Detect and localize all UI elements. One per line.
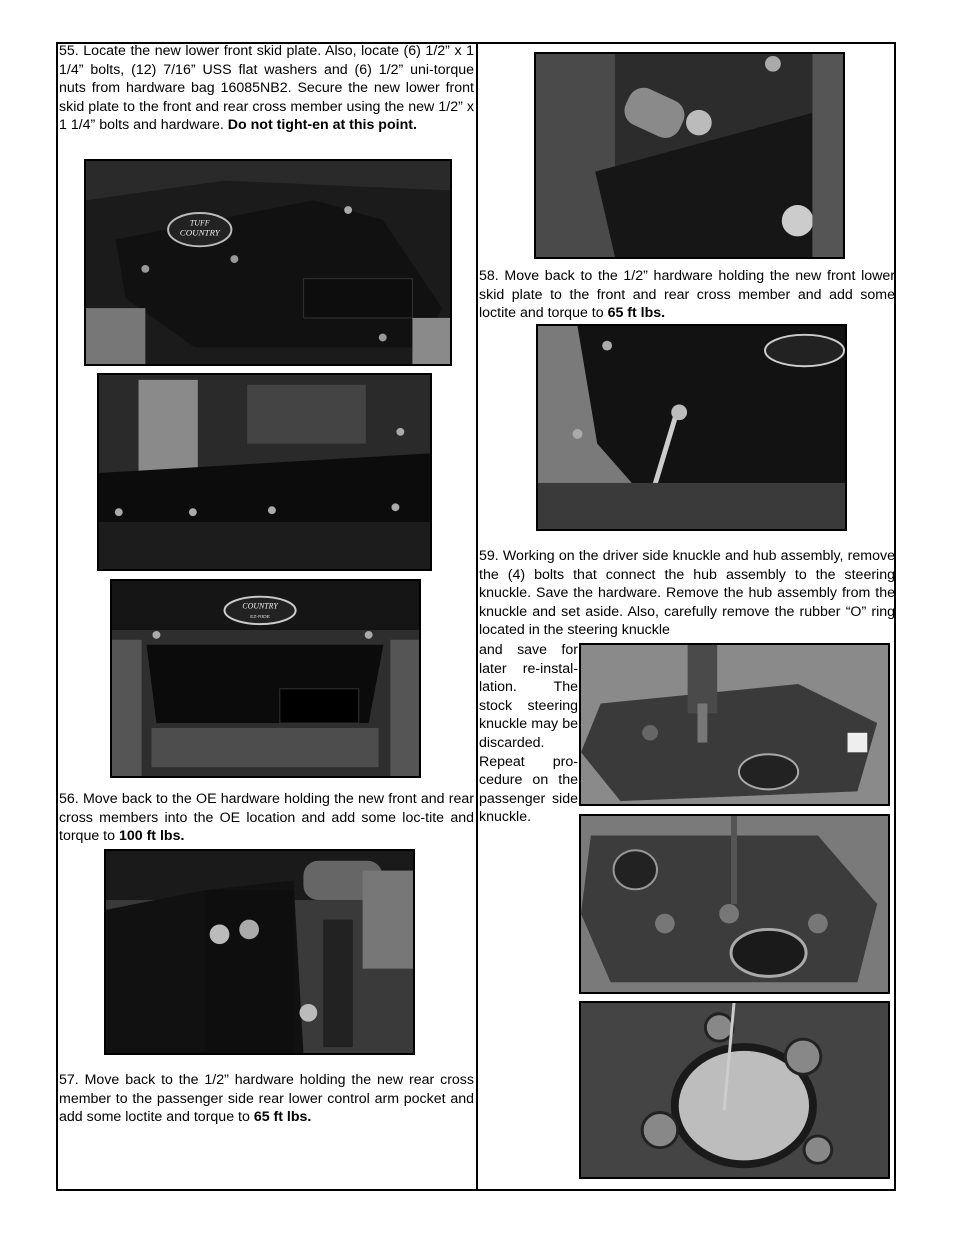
logo-ezride-text: EZ-RIDE: [250, 615, 270, 621]
step-56-text: [59, 790, 474, 846]
step-57-bold: 65 ft lbs.: [253, 1109, 312, 1126]
step-55-text: [59, 42, 474, 135]
photo-oe-hardware: [104, 849, 415, 1055]
step-55-body: 55. Locate the new lower front skid plate. Also, locate (6) 1/2” x 1 1/4” bolts, (12) 7/16” USS flat washers and (6) 1/2” uni-torque nuts from hardware bag 16085NB2. Secure the new lower front skid plate to the front and rear cross member using the new 1/2” x 1 1/4” bolts and hardware.: [59, 43, 474, 134]
step-58-bold: 65 ft lbs.: [607, 305, 666, 322]
logo-country-text-2: COUNTRY: [242, 601, 278, 611]
photo-skid-plate-logo: [84, 159, 452, 366]
photo-rear-cross-member-bolts: [534, 52, 845, 259]
photo-knuckle-drill: [579, 643, 890, 806]
step-58-text: [479, 267, 895, 323]
step-59-side-body: and save for later re-instal-lation. The stock steering knuckle may be discarded. Repeat pro-cedure on the passenger side knuckle.: [479, 642, 578, 826]
step-55-bold: Do not tight-en at this point.: [227, 117, 417, 134]
step-56-bold: 100 ft lbs.: [118, 828, 185, 845]
step-57-text: [59, 1071, 474, 1127]
photo-o-ring-removal: [579, 1001, 890, 1179]
photo-knuckle-bolts: [579, 814, 890, 994]
logo-country-text: COUNTRY: [179, 227, 220, 238]
step-58-body: 58. Move back to the 1/2” hardware holding the new front lower skid plate to the front and rear cross member and add some loctite and torque to: [479, 268, 895, 322]
column-divider: [476, 42, 478, 1191]
logo-tuff-text: TUFF: [189, 218, 210, 228]
step-56-body: 56. Move back to the OE hardware holding the new front and rear cross members into the OE location and add some loc-tite and torque to: [59, 791, 474, 845]
step-59-side-text: [479, 641, 578, 827]
step-57-body: 57. Move back to the 1/2” hardware holding the new rear cross member to the passenger side rear lower control arm pocket and add some loctite and torque to: [59, 1072, 474, 1126]
photo-cross-member: [97, 373, 432, 571]
photo-torque-wrench: [536, 324, 847, 531]
photo-skid-plate-installed: [110, 579, 421, 778]
step-59-text: [479, 547, 895, 640]
step-59-body: 59. Working on the driver side knuckle and hub assembly, remove the (4) bolts that connect the hub assembly to the steering knuckle. Save the hardware. Remove the hub assembly from the knuckle and set aside. Also, carefully remove the rubber “O” ring located in the steering knuckle: [479, 548, 895, 639]
